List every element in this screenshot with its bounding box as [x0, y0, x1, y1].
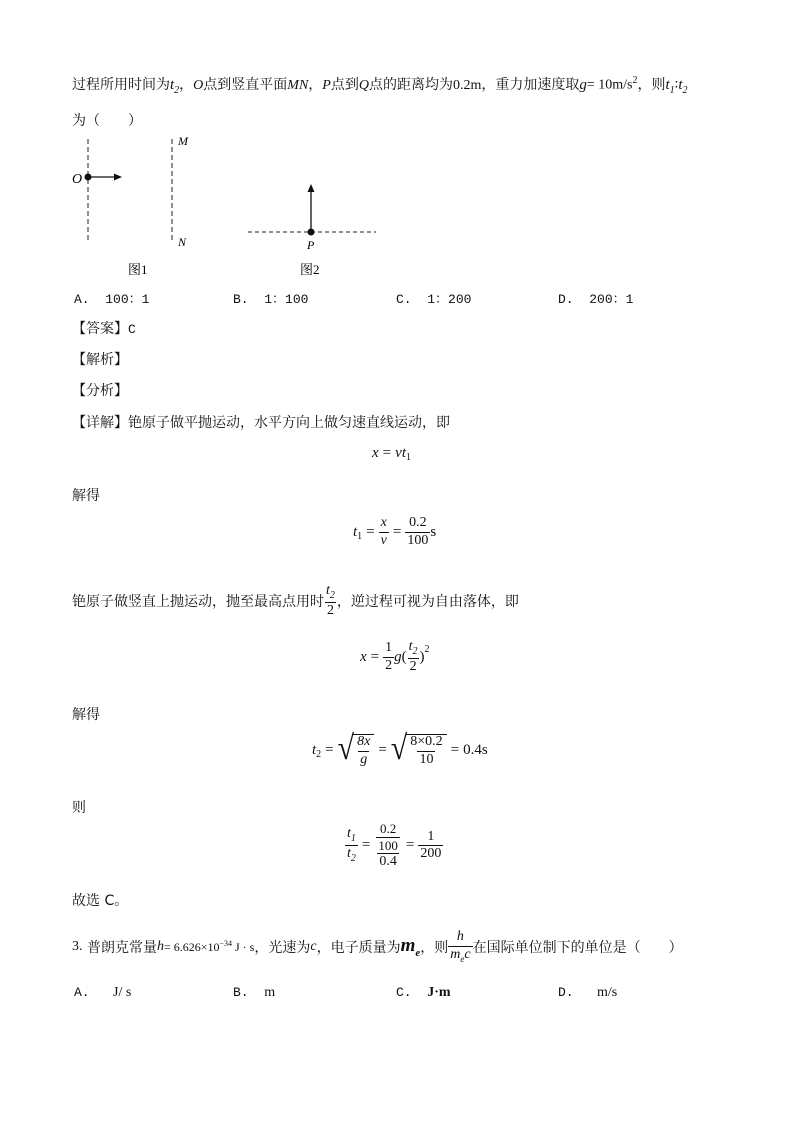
option-text: m/s [597, 985, 618, 1000]
equation-3 [360, 640, 430, 675]
var-t2b: $t_2$ [678, 77, 688, 96]
fraction-t1-over-t2 [345, 827, 358, 865]
numerator: 8x [357, 734, 371, 749]
var-c: c [310, 938, 317, 954]
denominator: v [380, 532, 387, 548]
sqrt-value [390, 729, 447, 768]
option-letter: A. [74, 292, 90, 307]
subscript: 1 [405, 452, 411, 463]
denominator: 0.4 [379, 854, 397, 870]
denominator: m [450, 946, 461, 962]
ratio-sign: ∶ [674, 78, 679, 93]
intro-line-1 [72, 74, 688, 96]
eq-var: t [312, 742, 317, 759]
equation-5 [345, 822, 443, 870]
denominator: 2 [326, 603, 334, 619]
equals-sign: = [378, 742, 387, 759]
compound-fraction [374, 822, 402, 870]
answer-label: 【答案】 [72, 321, 128, 337]
q3-option-d[interactable] [558, 985, 617, 1001]
result-value: 0.4s [463, 742, 488, 759]
option-letter: A. [74, 985, 90, 1000]
intro-text-h: ，则 [637, 77, 666, 93]
numerator: x [380, 515, 387, 530]
option-text: J/ s [113, 985, 132, 1000]
answer-value: C [128, 322, 136, 337]
option-text: J·m [427, 985, 451, 1000]
option-letter: C. [396, 292, 412, 307]
q3-text-e: ，则 [420, 939, 449, 956]
var-t2: $t_2$ [170, 77, 180, 96]
numerator: 1 [427, 828, 435, 844]
denominator: 2 [409, 659, 417, 675]
arrowhead-right [114, 174, 122, 181]
denominator: 2 [385, 657, 393, 673]
option-letter: B. [233, 292, 249, 307]
var-O: O [193, 78, 204, 93]
fraction-result [418, 830, 443, 862]
eq-var: t [401, 445, 406, 461]
unit: s [430, 523, 437, 540]
denominator: c [464, 946, 471, 962]
q3-text-f: 在国际单位制下的单位是（ ） [472, 939, 683, 956]
equation-1 [372, 445, 411, 462]
q3-text-a: 普朗克常量 [86, 939, 157, 956]
equals-sign: = [392, 523, 402, 540]
figure-diagram [0, 125, 794, 305]
var-h: h [156, 938, 164, 954]
detail-label: 【详解】 [72, 415, 128, 431]
numerator: 8×0.2 [410, 734, 443, 749]
fraction-x-over-v [379, 516, 389, 548]
numerator: h [456, 929, 464, 944]
option-c[interactable] [396, 288, 471, 307]
fraction-half [383, 641, 394, 673]
option-a[interactable] [74, 288, 149, 307]
eq-var: v [395, 445, 402, 461]
fig1-label: 图1 [128, 262, 148, 277]
para2-text-a: 铯原子做竖直上抛运动，抛至最高点用时 [72, 594, 324, 611]
intro-line-2: 为（ ） [72, 113, 142, 129]
numerator: 1 [385, 640, 393, 656]
denominator: 10 [419, 751, 434, 767]
h-value: = $6.626\times 10^{-34}$ J · s [163, 938, 255, 954]
superscript: 2 [424, 643, 430, 655]
fraction-t2-over-2 [324, 584, 337, 619]
option-text: 1：200 [427, 292, 472, 307]
option-d[interactable] [558, 288, 633, 307]
var-MN: MN [287, 78, 309, 93]
comma: ， [308, 77, 323, 93]
fig2-label: 图2 [300, 262, 320, 277]
question-3 [72, 930, 683, 964]
equals-sign: = [325, 742, 334, 759]
option-text: m [264, 985, 276, 1000]
fraction-t2-over-2 [407, 640, 420, 675]
subscript: 2 [412, 645, 418, 657]
guxuan-line: 故选 C。 [72, 893, 129, 909]
var-me: $m_e$ [400, 935, 421, 959]
question-number: 3. [72, 938, 83, 954]
equation-4 [312, 729, 488, 768]
intro-text-e: 点到 [330, 77, 359, 93]
eq-var: t [353, 523, 358, 540]
paragraph-2 [72, 584, 519, 619]
numerator: t [347, 826, 351, 842]
g-value: = $10m/s^2$ [586, 75, 638, 93]
equals-sign: = [382, 445, 392, 461]
denominator: g [360, 751, 368, 767]
intro-text-a: 过程所用时间为 [72, 77, 170, 93]
label-O: O [72, 172, 83, 187]
denominator: 100 [378, 837, 398, 853]
radical-sign: √ [337, 729, 355, 768]
eq-var: g [394, 648, 402, 665]
detail-text: 铯原子做平抛运动，水平方向上做匀速直线运动，即 [128, 415, 450, 431]
option-letter: D. [558, 985, 574, 1000]
subscript: 1 [350, 832, 356, 844]
intro-text-c: 点到竖直平面 [203, 77, 288, 93]
label-M: M [178, 134, 188, 148]
option-letter: C. [396, 985, 412, 1000]
subscript: 1 [357, 530, 363, 542]
paren: ) [419, 648, 425, 665]
label-N: N [178, 235, 187, 249]
q3-option-c[interactable] [396, 985, 451, 1001]
q3-option-a[interactable] [74, 985, 131, 1001]
option-letter: B. [233, 985, 249, 1000]
eq-var: x [360, 648, 367, 665]
equation-2 [353, 516, 436, 548]
jiexi-label: 【解析】 [72, 352, 128, 368]
comma: ， [179, 77, 194, 93]
equals-sign: = [361, 837, 371, 854]
radical-sign: √ [390, 729, 408, 768]
equals-sign: = [450, 742, 460, 759]
numerator: 0.2 [409, 515, 427, 530]
denominator: 200 [420, 846, 442, 862]
fraction-h-over-mec [448, 930, 472, 964]
subscript: 2 [316, 749, 322, 761]
point-P [308, 229, 315, 236]
paren: ( [401, 648, 407, 665]
option-letter: D. [558, 292, 574, 307]
intro-text-f: 点的距离均为 [368, 77, 453, 93]
var-P: P [322, 78, 331, 93]
equals-sign: = [366, 523, 375, 540]
para2-text-b: ，逆过程可视为自由落体，即 [336, 594, 519, 611]
eq-var: x [372, 445, 379, 461]
subscript: e [460, 953, 465, 964]
detail-line [72, 412, 450, 432]
q3-text-d: ，电子质量为 [316, 939, 401, 956]
option-text: 1：100 [264, 292, 309, 307]
option-text: 100：1 [105, 292, 150, 307]
option-b[interactable] [233, 288, 308, 307]
equals-sign: = [370, 648, 380, 665]
subscript: 2 [350, 853, 356, 865]
distance-value: 0.2m [452, 78, 482, 93]
subscript: 2 [329, 589, 335, 601]
equals-sign: = [405, 837, 415, 854]
var-Q: Q [358, 78, 369, 93]
numerator: t [408, 639, 413, 654]
fraction-value [405, 516, 430, 548]
label-P: P [307, 238, 315, 252]
sqrt-8x-over-g [337, 729, 375, 768]
fenxi-label: 【分析】 [72, 383, 128, 399]
numerator: t [326, 583, 330, 598]
denominator: 100 [407, 532, 429, 548]
denominator: t [347, 846, 351, 862]
ze-label: 则 [72, 800, 86, 816]
var-g: g [579, 77, 587, 93]
var-t1: $t_1$ [665, 77, 675, 96]
q3-text-b: ，光速为 [254, 939, 311, 956]
jiede-2: 解得 [72, 707, 100, 723]
numerator: 0.2 [379, 821, 397, 836]
answer-line [72, 318, 136, 338]
intro-text-g: ，重力加速度取 [481, 77, 580, 93]
q3-option-b[interactable] [233, 985, 275, 1001]
arrowhead-up [308, 184, 315, 192]
jiede-1: 解得 [72, 488, 100, 504]
option-text: 200：1 [589, 292, 634, 307]
